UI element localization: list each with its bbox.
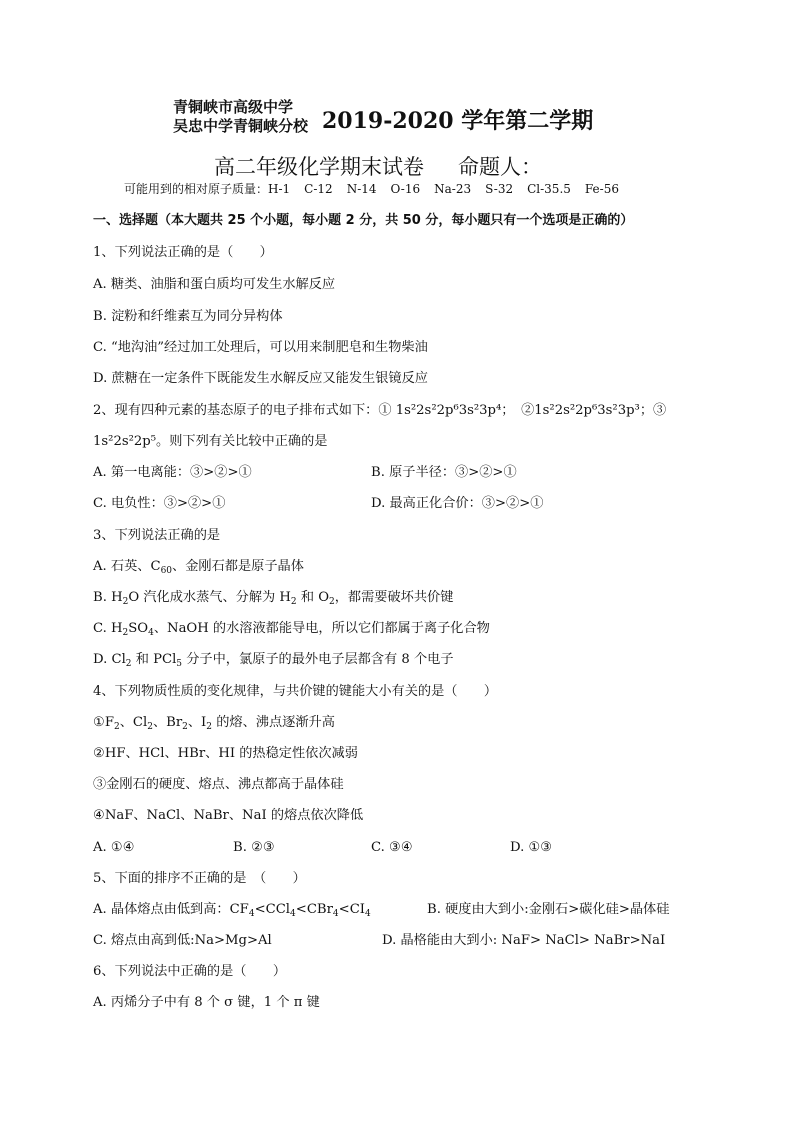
subscript: 5 — [176, 659, 183, 669]
section-title: 一、选择题（本大题共 25 个小题，每小题 2 分，共 50 分，每小题只有一个选项是正确的） — [93, 213, 634, 228]
formula-text: 、NaOH 的水溶液都能导电，所以它们都属于离子化合物 — [153, 621, 490, 636]
question-2-stem-part: 1s²2s²2p⁶3s²3p⁴； ②1s²2s²2p⁶3s²3p³；③ — [395, 403, 667, 418]
formula-text: A. 石英、C — [93, 559, 161, 574]
question-3-option-b — [93, 589, 453, 607]
question-3-option-a — [93, 558, 304, 576]
question-2-option-a: A. 第一电离能：③>②>① — [93, 465, 252, 480]
subscript: 2 — [182, 722, 188, 732]
subscript: 4 — [248, 909, 255, 919]
question-4-option-d: D. ①③ — [510, 840, 553, 855]
question-2-option-c: C. 电负性：③>②>① — [93, 496, 226, 511]
formula-text: B. H — [93, 590, 123, 605]
subscript: 2 — [113, 722, 120, 732]
question-4-option-a: A. ①④ — [93, 840, 135, 855]
school-name-1: 青铜峡市高级中学 — [173, 98, 294, 116]
atomic-mass-item: C-12 — [304, 182, 333, 196]
formula-text: A. 晶体熔点由低到高：CF — [93, 902, 249, 917]
question-1-option-b: B. 淀粉和纤维素互为同分异构体 — [93, 309, 283, 324]
question-3-option-c — [93, 620, 490, 638]
subscript: 60 — [160, 566, 173, 576]
atomic-mass-item: O-16 — [390, 182, 421, 196]
question-1-option-a: A. 糖类、油脂和蛋白质均可发生水解反应 — [93, 277, 336, 292]
question-1-stem: 1、下列说法正确的是（ ） — [93, 245, 273, 260]
atomic-masses — [124, 180, 619, 197]
question-4-option-b: B. ②③ — [233, 840, 275, 855]
formula-text: 和 PCl — [131, 652, 177, 667]
question-4-option-c: C. ③④ — [371, 840, 413, 855]
question-1-option-d: D. 蔗糖在一定条件下既能发生水解反应又能发生银镜反应 — [93, 371, 428, 386]
question-6-stem: 6、下列说法中正确的是（ ） — [93, 964, 287, 979]
atomic-mass-item: Cl-35.5 — [527, 182, 571, 196]
formula-text: D. Cl — [93, 652, 126, 667]
subscript: 2 — [125, 659, 132, 669]
author-label: 命题人： — [458, 155, 542, 179]
atomic-mass-item: N-14 — [346, 182, 377, 196]
formula-text: 、金刚石都是原子晶体 — [172, 559, 304, 574]
question-3-stem: 3、下列说法正确的是 — [93, 528, 221, 543]
subscript: 2 — [122, 597, 129, 607]
formula-text: <CCl — [254, 902, 291, 917]
formula-text: 、Br — [152, 715, 183, 730]
subscript: 4 — [332, 909, 339, 919]
question-3-option-d — [93, 651, 454, 669]
formula-text: O 汽化成水蒸气、分解为 H — [128, 590, 291, 605]
exam-name: 高二年级化学期末试卷 — [214, 155, 424, 179]
subscript: 4 — [148, 628, 154, 638]
question-1-option-c: C. “地沟油”经过加工处理后，可以用来制肥皂和生物柴油 — [93, 340, 428, 355]
subscript: 4 — [365, 909, 371, 919]
school-names — [173, 98, 308, 136]
atomic-mass-item: H-1 — [268, 182, 291, 196]
subscript: 2 — [329, 597, 335, 607]
formula-text: 分子中，氯原子的最外电子层都含有 8 个电子 — [182, 652, 454, 667]
formula-text: ①F — [93, 715, 114, 730]
question-2-stem-cont: 1s²2s²2p⁵。则下列有关比较中正确的是 — [93, 434, 328, 449]
formula-text: <CBr — [295, 902, 333, 917]
question-5-option-b: B. 硬度由大到小:金刚石>碳化硅>晶体硅 — [427, 902, 670, 917]
question-5-option-a — [93, 901, 371, 919]
formula-text: C. H — [93, 621, 123, 636]
question-4-stem: 4、下列物质性质的变化规律，与共价键的键能大小有关的是（ ） — [93, 684, 498, 699]
subscript: 2 — [290, 597, 297, 607]
question-5-option-d: D. 晶格能由大到小: NaF> NaCl> NaBr>NaI — [382, 933, 666, 948]
question-2-option-b: B. 原子半径：③>②>① — [371, 465, 517, 480]
formula-text: <CI — [338, 902, 365, 917]
formula-text: 的熔、沸点逐渐升高 — [212, 715, 335, 730]
question-4-statement-2: ②HF、HCl、HBr、HI 的热稳定性依次减弱 — [93, 746, 358, 761]
question-5-option-c: C. 熔点由高到低:Na>Mg>Al — [93, 933, 272, 948]
subscript: 2 — [122, 628, 129, 638]
question-2-option-d: D. 最高正化合价：③>②>① — [371, 496, 544, 511]
term-title: 2019-2020 学年第二学期 — [322, 108, 594, 134]
subscript: 2 — [147, 722, 153, 732]
formula-text: 、Cl — [119, 715, 148, 730]
school-name-2: 吴忠中学青铜峡分校 — [173, 117, 309, 135]
atomic-mass-item: Fe-56 — [584, 182, 619, 196]
question-4-statement-3: ③金刚石的硬度、熔点、沸点都高于晶体硅 — [93, 777, 344, 792]
atomic-mass-item: Na-23 — [434, 182, 472, 196]
question-5-stem: 5、下面的排序不正确的是 （ ） — [93, 871, 306, 886]
formula-text: ，都需要破坏共价键 — [334, 590, 454, 605]
atomic-masses-label: 可能用到的相对原子质量： — [124, 182, 269, 196]
formula-text: SO — [128, 621, 149, 636]
question-4-statement-1 — [93, 714, 335, 732]
question-2-stem — [93, 402, 666, 420]
question-6-option-a: A. 丙烯分子中有 8 个 σ 键，1 个 π 键 — [93, 995, 320, 1010]
exam-title — [214, 151, 542, 181]
question-4-statement-4: ④NaF、NaCl、NaBr、NaI 的熔点依次降低 — [93, 808, 364, 823]
atomic-mass-item: S-32 — [485, 182, 514, 196]
question-2-stem-part: 2、现有四种元素的基态原子的电子排布式如下：① — [93, 403, 396, 418]
subscript: 2 — [206, 722, 213, 732]
formula-text: 、I — [187, 715, 207, 730]
subscript: 4 — [290, 909, 296, 919]
formula-text: 和 O — [296, 590, 330, 605]
